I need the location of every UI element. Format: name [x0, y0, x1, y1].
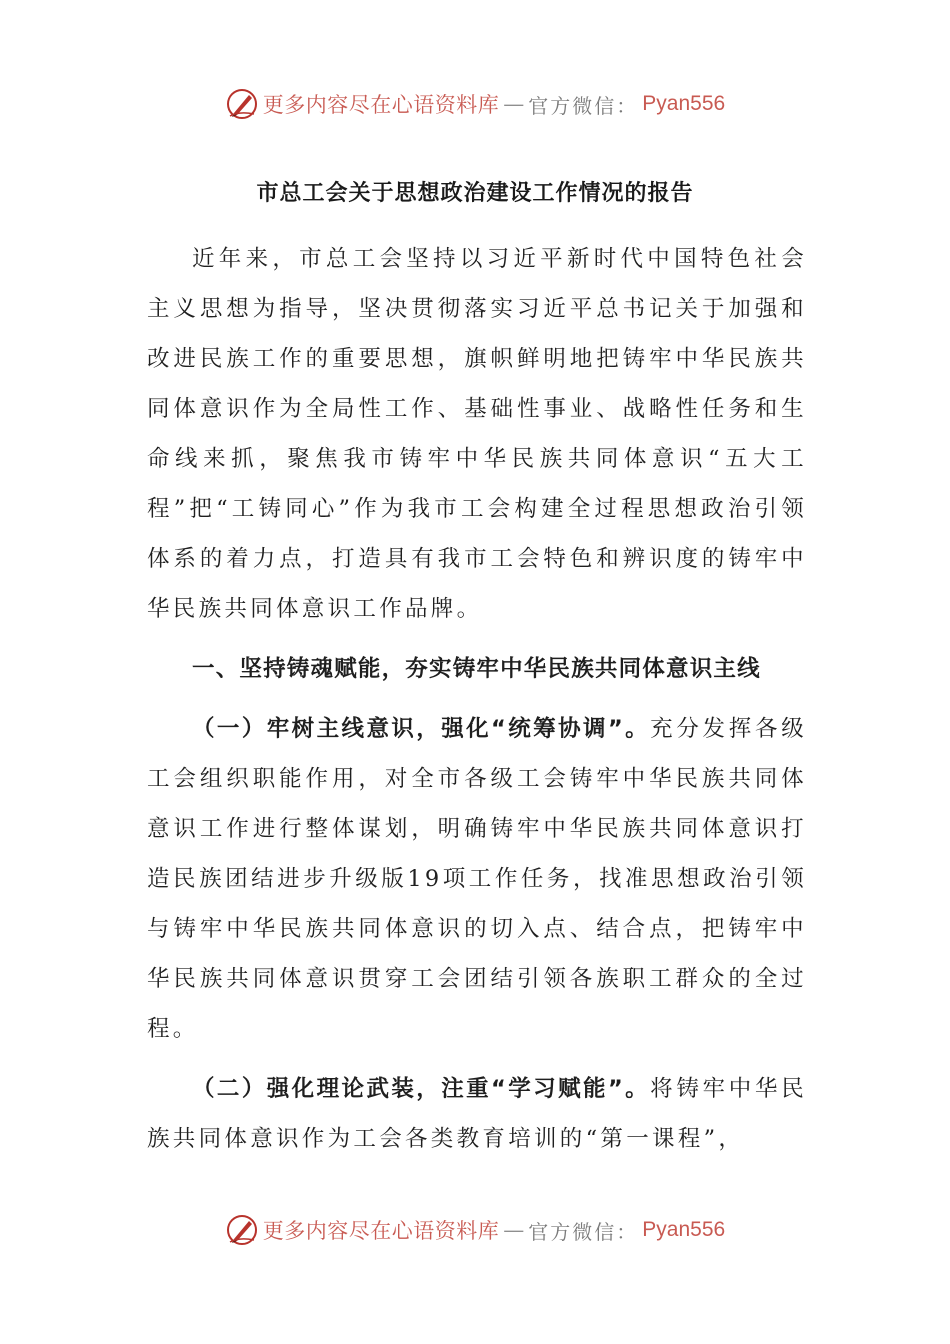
watermark-dash: —: [503, 1218, 525, 1242]
item-1-lead: （一）牢树主线意识，强化“统筹协调”。: [192, 716, 651, 742]
item-2-paragraph: [147, 1064, 807, 1164]
item-1-body: 充分发挥各级工会组织职能作用，对全市各级工会铸牢中华民族共同体意识工作进行整体谋划，明确铸牢中华民族共同体意识打造民族团结进步升级版19项工作任务，找准思想政治引领与铸牢中华民族共同体意识的切入点、结合点，把铸牢中华民族共同体意识贯穿工会团结引领各族职工群众的全过程。: [147, 716, 808, 1042]
pen-logo-icon: [225, 1213, 259, 1247]
watermark-wechat-id: Pyan556: [642, 92, 726, 115]
watermark-banner-top: [0, 82, 950, 126]
pen-logo-icon: [225, 87, 259, 121]
watermark-wechat-id: Pyan556: [642, 1218, 726, 1241]
document-body: [147, 234, 807, 1164]
intro-paragraph: 近年来，市总工会坚持以习近平新时代中国特色社会主义思想为指导，坚决贯彻落实习近平总书记关于加强和改进民族工作的重要思想，旗帜鲜明地把铸牢中华民族共同体意识作为全局性工作、基础性事业、战略性任务和生命线来抓，聚焦我市铸牢中华民族共同体意识“五大工程”把“工铸同心”作为我市工会构建全过程思想政治引领体系的着力点，打造具有我市工会特色和辨识度的铸牢中华民族共同体意识工作品牌。: [147, 246, 807, 622]
item-1-paragraph: [147, 704, 807, 1054]
item-2-body: 将铸牢中华民族共同体意识作为工会各类教育培训的“第一课程”，: [147, 1076, 808, 1152]
watermark-wechat-label: 官方微信：: [528, 1219, 639, 1244]
watermark-dash: —: [503, 92, 525, 116]
watermark-site-text: 更多内容尽在心语资料库: [262, 1219, 500, 1243]
item-2-lead: （二）强化理论武装，注重“学习赋能”。: [192, 1076, 651, 1102]
document-title: 市总工会关于思想政治建设工作情况的报告: [256, 181, 694, 206]
watermark-wechat-label: 官方微信：: [528, 93, 639, 118]
section-heading: 一、坚持铸魂赋能，夯实铸牢中华民族共同体意识主线: [192, 656, 761, 682]
watermark-banner-bottom: [0, 1208, 950, 1252]
watermark-site-text: 更多内容尽在心语资料库: [262, 93, 500, 117]
